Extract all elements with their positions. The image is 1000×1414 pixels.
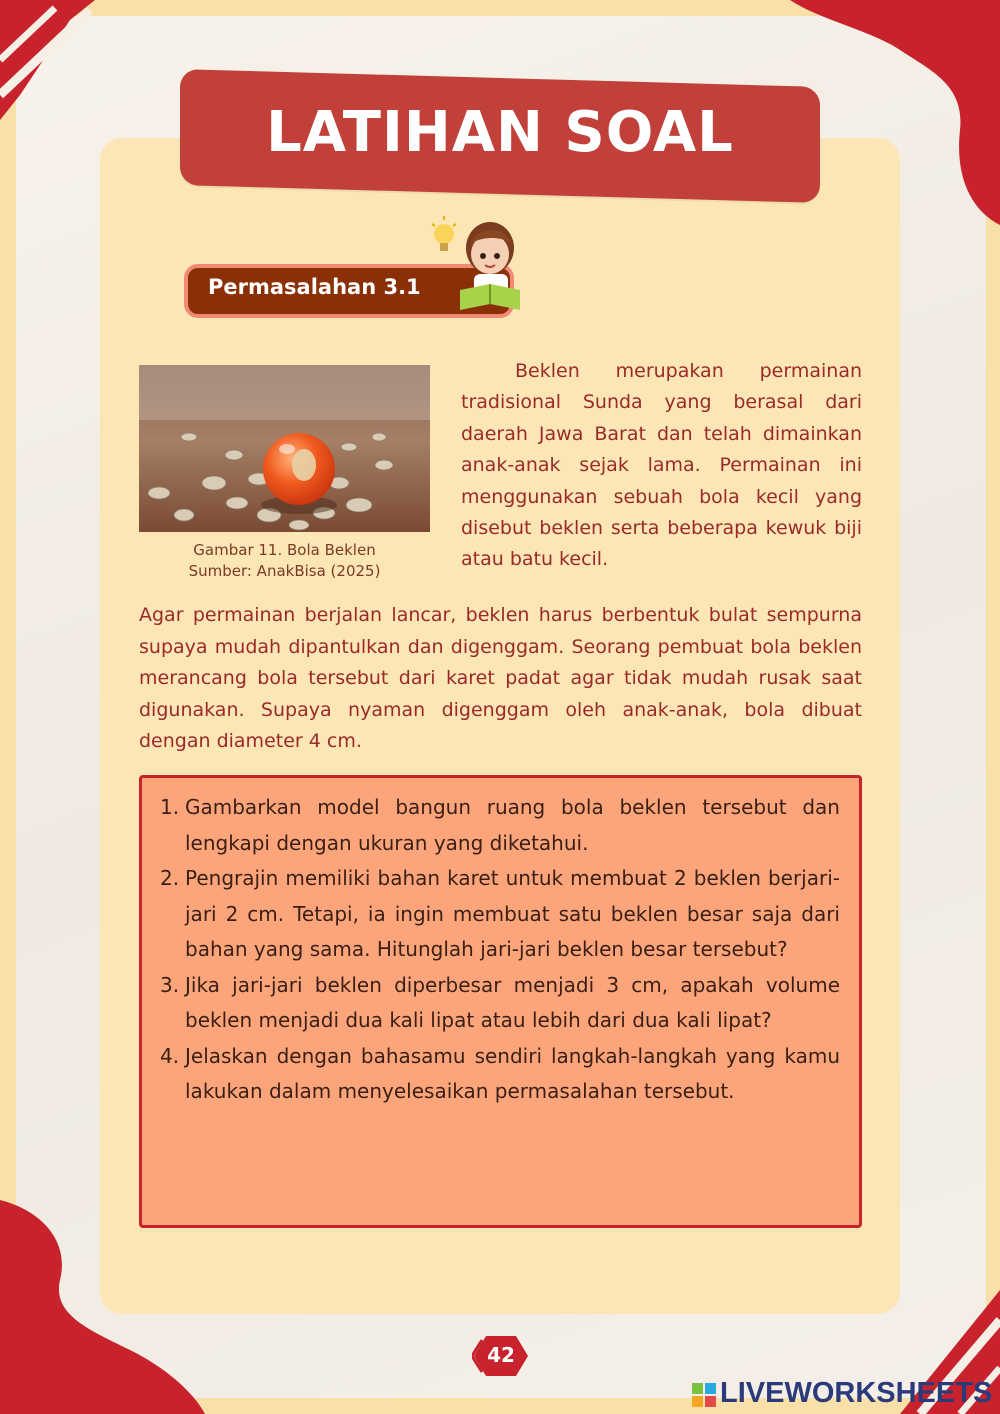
problem-paragraph: Agar permainan berjalan lancar, beklen harus berbentuk bulat sempurna supaya mudah dipantulkan dan digenggam. Seorang pembuat bola beklen merancang bola tersebut dari karet padat agar tidak mudah rusak saat digunakan. Supaya nyaman digenggam oleh anak-anak, bola dibuat dengan diameter 4 cm. <box>139 604 862 752</box>
figure-caption <box>139 540 430 582</box>
questions-list <box>160 790 840 1110</box>
decor-blob-top-left <box>0 0 120 140</box>
watermark-text: LIVEWORKSHEETS <box>720 1377 993 1409</box>
figure-caption-source: Sumber: AnakBisa (2025) <box>188 562 381 580</box>
question-item <box>160 1039 840 1110</box>
intro-paragraph: Beklen merupakan permainan tradisional Sunda yang berasal dari daerah Jawa Barat dan telah dimainkan anak-anak sejak lama. Permainan ini menggunakan sebuah bola kecil yang disebut beklen serta beberapa kewuk biji atau batu kecil. <box>461 360 862 571</box>
question-number: 2. <box>160 866 180 890</box>
figure-caption-title: Gambar 11. Bola Beklen <box>193 541 376 559</box>
question-text: Gambarkan model bangun ruang bola beklen tersebut dan lengkapi dengan ukuran yang diketahui. <box>185 795 840 855</box>
question-number: 3. <box>160 972 180 997</box>
liveworksheets-logo-icon <box>692 1383 716 1407</box>
page-number: 42 <box>487 1343 515 1367</box>
question-item <box>160 861 840 968</box>
question-text: Jika jari-jari beklen diperbesar menjadi 3 cm, apakah volume beklen menjadi dua kali lipat atau lebih dari dua kali lipat? <box>185 972 840 1032</box>
question-text: Jelaskan dengan bahasamu sendiri langkah-langkah yang kamu lakukan dalam menyelesaikan permasalahan tersebut. <box>185 1043 840 1103</box>
subtitle-label: Permasalahan 3.1 <box>208 275 421 299</box>
question-text: Pengrajin memiliki bahan karet untuk membuat 2 beklen berjari-jari 2 cm. Tetapi, ia ingin membuat satu beklen besar saja dari bahan yang sama. Hitunglah jari-jari beklen besar tersebut? <box>185 866 840 961</box>
question-item <box>160 968 840 1039</box>
beklen-ball-photo <box>139 365 430 532</box>
question-item <box>160 790 840 861</box>
page-title: LATIHAN SOAL <box>266 100 734 165</box>
question-number: 4. <box>160 1043 180 1068</box>
question-number: 1. <box>160 795 180 819</box>
student-reading-icon <box>430 210 526 314</box>
